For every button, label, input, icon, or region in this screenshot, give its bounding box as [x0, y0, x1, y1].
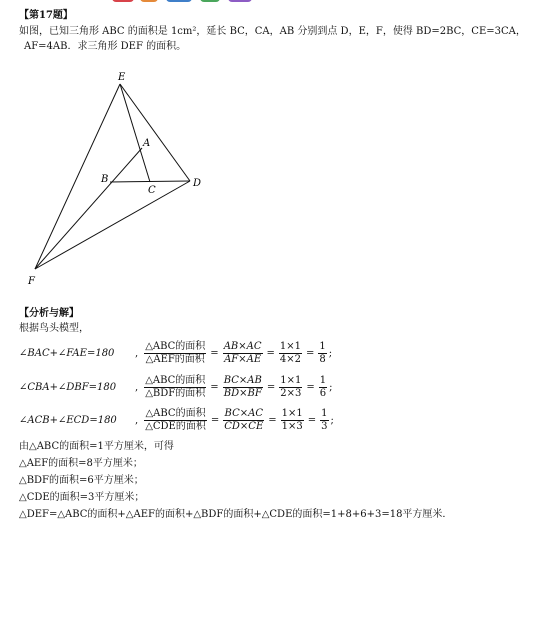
equation-row-2: ∠CBA+∠DBF=180 , $\frac{\text{△ABC的面积}}{\text{△BDF的面积}}$ = $\frac{BC\times AB}{BD\times BF}$ = $\frac{1\times 1}{2\times 3}$ = $\frac{1}{6}$ ; [19, 375, 333, 399]
equation-row-1: ∠BAC+∠FAE=180 , $\frac{\text{△ABC的面积}}{\text{△AEF的面积}}$ = $\frac{AB\times AC}{AF\times AE}$ = $\frac{1\times 1}{4\times 2}$ = $\frac{1}{8}$ ; [19, 341, 333, 365]
result-fraction: $\frac{1}{8}$ [319, 341, 326, 365]
segment-ED [120, 84, 190, 181]
product-fraction: $\frac{AB\times AC}{AF\times AE}$ [223, 341, 262, 365]
result-fraction: $\frac{1}{3}$ [321, 408, 328, 432]
solution-intro: 根据鸟头模型， [19, 323, 89, 334]
product-fraction: $\frac{BC\times AB}{BD\times BF}$ [223, 375, 262, 399]
result-fraction: $\frac{1}{6}$ [319, 375, 327, 399]
given-area-line: 由△ABC的面积=1平方厘米，可得 [19, 441, 174, 452]
point-label-A: A [143, 138, 151, 149]
point-label-B: B [101, 174, 109, 185]
final-area-line: △DEF=△ABC的面积+△AEF的面积+△BDF的面积+△CDE的面积=1+8+6+3=18平方厘米． [19, 509, 453, 520]
angle-relation: ∠ACB+∠ECD=180 [19, 415, 117, 426]
segment-AF [35, 148, 142, 269]
solution-heading: 【分析与解】 [19, 308, 79, 319]
point-label-D: D [193, 178, 202, 189]
numeric-fraction: $\frac{1\times 1}{2\times 3}$ [280, 375, 302, 399]
segment-FD [35, 181, 190, 269]
separator: , [135, 382, 139, 393]
equation-row-3: ∠ACB+∠ECD=180 , $\frac{\text{△ABC的面积}}{\text{△CDE的面积}}$ = $\frac{BC\times AC}{CD\times CE}$ = $\frac{1\times 1}{1\times 3}$ = $\frac{1}{3}$ ; [19, 408, 334, 432]
area-bdf-line: △BDF的面积=6平方厘米； [19, 475, 144, 486]
point-label-F: F [28, 276, 35, 287]
segment-BD [110, 181, 190, 182]
area-ratio-fraction: $\frac{\text{△ABC的面积}}{\text{△CDE的面积}}$ [145, 408, 206, 432]
numeric-fraction: $\frac{1\times 1}{4\times 2}$ [279, 341, 302, 365]
problem-text-line-2: AF=4AB．求三角形 DEF 的面积。 [24, 41, 187, 52]
problem-text-line-1: 如图，已知三角形 ABC 的面积是 1cm²，延长 BC，CA，AB 分别到点 D，E，F，使得 BD=2BC，CE=3CA， [19, 26, 526, 37]
area-aef-line: △AEF的面积=8平方厘米； [19, 458, 143, 469]
point-label-C: C [148, 185, 156, 196]
angle-relation: ∠BAC+∠FAE=180 [19, 348, 115, 359]
product-fraction: $\frac{BC\times AC}{CD\times CE}$ [224, 408, 264, 432]
area-ratio-fraction: $\frac{\text{△ABC的面积}}{\text{△BDF的面积}}$ [145, 375, 206, 399]
point-label-E: E [118, 72, 126, 83]
area-ratio-fraction: $\frac{\text{△ABC的面积}}{\text{△AEF的面积}}$ [145, 341, 206, 365]
area-cde-line: △CDE的面积=3平方厘米； [19, 492, 145, 503]
separator: , [135, 415, 139, 426]
numeric-fraction: $\frac{1\times 1}{1\times 3}$ [281, 408, 303, 432]
problem-label: 【第17题】 [19, 10, 73, 21]
triangle-figure [0, 0, 549, 300]
separator: , [135, 348, 139, 359]
angle-relation: ∠CBA+∠DBF=180 [19, 382, 117, 393]
